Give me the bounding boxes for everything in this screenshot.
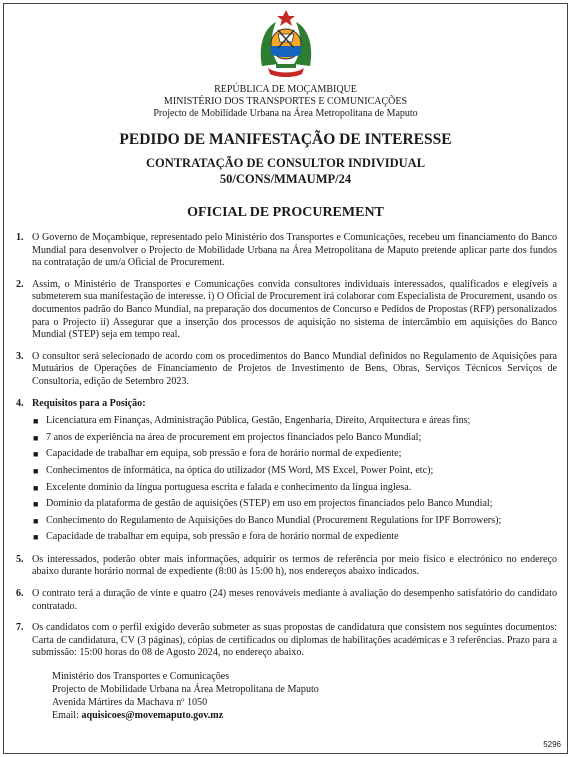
project-name: Projecto de Mobilidade Urbana na Área Metropolitana de Maputo	[153, 108, 418, 119]
requirement-item: ■ 7 anos de experiência na área de procurement em projectos financiados pelo Banco Mundial;	[33, 431, 422, 443]
republic-name: REPÚBLICA DE MOÇAMBIQUE	[214, 84, 357, 95]
contact-address	[52, 670, 557, 722]
bullet-icon: ■	[33, 482, 39, 493]
document-body	[16, 232, 557, 722]
requirement-item: ■ Excelente domínio da língua portuguesa escrita e falada e conhecimento da língua inglesa.	[33, 481, 412, 493]
ad-code: 5296	[543, 740, 561, 749]
address-line: Avenida Mártires da Machava nº 1050	[52, 697, 208, 709]
requirement-item: ■ Capacidade de trabalhar em equipa, sob pressão e fora de horário normal de expediente	[33, 531, 399, 543]
requirement-item: ■ Capacidade de trabalhar em equipa, sob pressão e fora de horário normal de expediente;	[33, 448, 402, 460]
requirements-section: 4. Requisitos para a Posição:	[16, 398, 557, 411]
ministry-name: MINISTÉRIO DOS TRANSPORTES E COMUNICAÇÕES	[163, 96, 408, 107]
position-title: OFICIAL DE PROCUREMENT	[187, 205, 384, 220]
bullet-icon: ■	[33, 515, 39, 526]
requirements-title: Requisitos para a Posição:	[32, 397, 146, 409]
bullet-icon: ■	[33, 499, 39, 510]
paragraph-1: 1. O Governo de Moçambique, representado pelo Ministério dos Transportes e Comunicações, recebeu um financiamento do Banco Mundial para desenvolver o Projecto de Mobilidade Urbana na Área Metropolitana de Maputo pretende aplicar parte dos fundos na contratação de um/a Oficial de Procurement.	[16, 232, 557, 269]
requirement-item: ■ Conhecimento do Regulamento de Aquisições do Banco Mundial (Procurement Regulations for IPF Borrowers);	[33, 514, 502, 526]
bullet-icon: ■	[33, 449, 39, 460]
requirement-item: ■ Conhecimentos de informática, na óptica do utilizador (MS Word, MS Excel, Power Point, etc);	[33, 464, 434, 476]
document-title: PEDIDO DE MANIFESTAÇÃO DE INTERESSE	[119, 131, 452, 148]
paragraph-6: 6. O contrato terá a duração de vinte e quatro (24) meses renováveis mediante à avaliação do desempenho satisfatório do candidato contratado.	[16, 588, 557, 612]
email-link[interactable]: aquisicoes@movemaputo.gov.mz	[81, 710, 224, 722]
bullet-icon: ■	[33, 532, 39, 543]
bullet-icon: ■	[33, 465, 39, 476]
paragraph-3: 3. O consultor será selecionado de acordo com os procedimentos do Banco Mundial definidos no Regulamento de Aquisições para Mutuários de Operações de Financiamento de Projetos de Investimento de Bens, Obras, Serviços Técnicos Serviços de Consultoria, edição de Setembro 2023.	[16, 350, 557, 387]
email-line: Email: aquisicoes@movemaputo.gov.mz	[52, 710, 224, 722]
bullet-icon: ■	[33, 432, 39, 443]
paragraph-2: 2. Assim, o Ministério de Transportes e Comunicações convida consultores individuais interessados, qualificados e elegíveis a submeterem sua manifestação de interesse. i) O Oficial de Procurement irá colaborar com Especialista de Procurement, usando os documentos padrão do Banco Mundial, na preparação dos documentos de Concurso e Pedidos de Propostas (RFP) personalizados para o Projecto ii) Assegurar que a inserção dos processos de aquisição no sistema de intercâmbio em aquisições do Banco Mundial (STEP) seja em tempo real.	[16, 278, 557, 341]
requirement-item: ■ Domínio da plataforma de gestão de aquisições (STEP) em uso em projectos financiados pelo Banco Mundial;	[33, 498, 493, 510]
bullet-icon: ■	[33, 416, 39, 427]
address-line: Projecto de Mobilidade Urbana na Área Metropolitana de Maputo	[52, 684, 319, 696]
contract-type: CONTRATAÇÃO DE CONSULTOR INDIVIDUAL	[145, 156, 426, 170]
mozambique-coat-of-arms-icon	[256, 6, 316, 80]
reference-number: 50/CONS/MMAUMP/24	[219, 172, 352, 186]
requirement-item: ■ Licenciatura em Finanças, Administração Pública, Gestão, Engenharia, Direito, Arquitectura e áreas fins;	[33, 415, 471, 427]
address-line: Ministério dos Transportes e Comunicações	[52, 671, 230, 683]
paragraph-7: 7. Os candidatos com o perfil exigido deverão submeter as suas propostas de candidatura que consistem nos seguintes documentos: Carta de candidatura, CV (3 páginas), cópias de certificados ou diplomas de habilitações académicas e 3 referências. Prazo para a submissão: 15:00 horas do 08 de Agosto 2024, no endereço abaixo.	[16, 622, 557, 659]
paragraph-5: 5. Os interessados, poderão obter mais informações, adquirir os termos de referência por meio físico e electrónico no endereço abaixo durante horário normal de expediente (8:00 às 15:00 h), nos endereços abaixo indicados.	[16, 553, 557, 578]
